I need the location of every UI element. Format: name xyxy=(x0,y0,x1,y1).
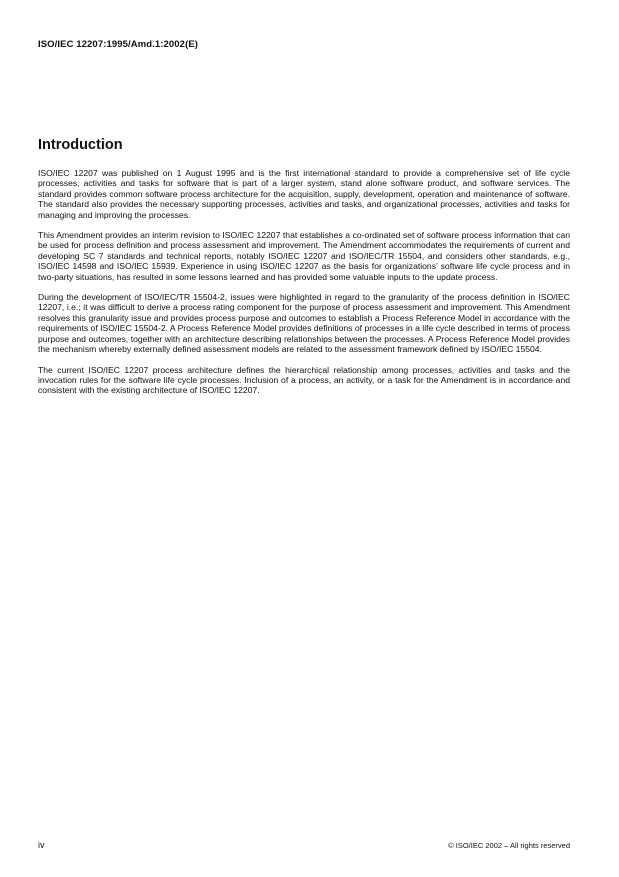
introduction-body xyxy=(38,168,570,406)
page-title: Introduction xyxy=(38,137,123,153)
copyright-notice: © ISO/IEC 2002 – All rights reserved xyxy=(448,841,570,850)
paragraph-1: ISO/IEC 12207 was published on 1 August 1995 and is the first international standard to provide a comprehensive set of life cycle processes, activities and tasks for software that is part of a larger system, stand alone software product, and software services. The standard provides common software process architecture for the acquisition, supply, development, operation and maintenance of software. The standard also provides the necessary supporting processes, activities and tasks, and organizational processes, activities and tasks for managing and improving the processes. xyxy=(38,168,570,220)
paragraph-3: During the development of ISO/IEC/TR 15504-2, issues were highlighted in regard to the granularity of the process definition in ISO/IEC 12207, i.e.; it was difficult to derive a process rating component for the purpose of process assessment and improvement. This Amendment resolves this granularity issue and provides process purpose and outcomes to establish a Process Reference Model in accordance with the requirements of ISO/IEC 15504-2. A Process Reference Model provides definitions of processes in a life cycle described in terms of process purpose and outcomes, together with an architecture describing relationships between the processes. A Process Reference Model provides the mechanism whereby externally defined assessment models are related to the assessment framework defined by ISO/IEC 15504. xyxy=(38,292,570,355)
paragraph-4: The current ISO/IEC 12207 process architecture defines the hierarchical relationship among processes, activities and tasks and the invocation rules for the software life cycle processes. Inclusion of a process, an activity, or a task for the Amendment is in accordance and consistent with the existing architecture of ISO/IEC 12207. xyxy=(38,364,570,396)
page-number: iv xyxy=(38,840,45,850)
document-id-header: ISO/IEC 12207:1995/Amd.1:2002(E) xyxy=(38,39,199,50)
paragraph-2: This Amendment provides an interim revision to ISO/IEC 12207 that establishes a co-ordinated set of software process information that can be used for process definition and process assessment and improvement. The Amendment accommodates the requirements of current and developing SC 7 standards and technical reports, notably ISO/IEC 12207 and ISO/IEC/TR 15504, and considers other standards, e.g., ISO/IEC 14598 and ISO/IEC 15939. Experience in using ISO/IEC 12207 as the basis for organizations’ software life cycle process and in two-party situations, has resulted in some lessons learned and has provided some valuable inputs to the update process. xyxy=(38,230,570,282)
